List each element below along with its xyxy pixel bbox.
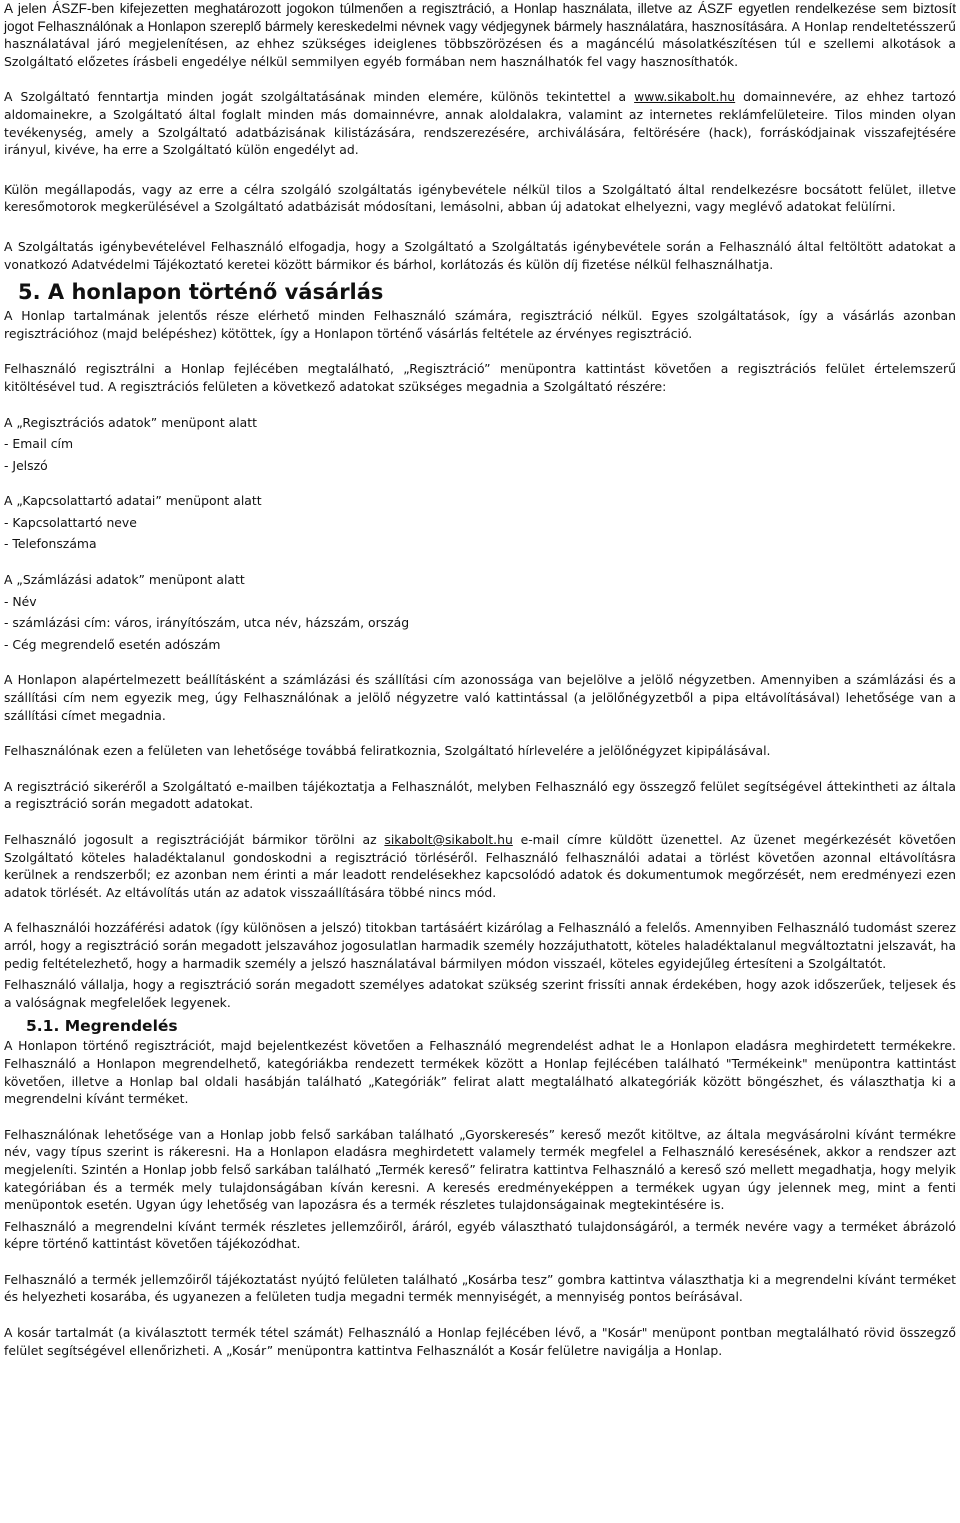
paragraph-registration-delete <box>4 831 956 901</box>
list-title-billing-data: A „Számlázási adatok” menüpont alatt <box>4 572 245 588</box>
paragraph-product-details: Felhasználó a megrendelni kívánt termék részletes jellemzőiről, áráról, egyéb választható tulajdonságáról, a termék nevére vagy a terméket ábrázoló képre történő kattintást követően tájékozódhat. <box>4 1218 956 1252</box>
paragraph-newsletter: Felhasználónak ezen a felületen van lehetősége továbbá feliratkoznia, Szolgáltató hírlevelére a jelölőnégyzet kipipálásával. <box>4 743 771 759</box>
paragraph-trademarks-lead: A jelen ÁSZF-ben kifejezetten meghatározott jogokon túlmenően a regisztráció, a Honlap használata, illetve az ÁSZF egyetlen rendelkezése sem biztosít jogot Felhasználónak a Honlapon szereplő bármely kereskedelmi névnek vagy védjegynek bármely használatára, hasznosítására. <box>4 1 956 34</box>
list-item: - Telefonszáma <box>4 536 97 552</box>
paragraph-password-responsibility: A felhasználói hozzáférési adatok (így különösen a jelszó) titokban tartásáért kizárólag a Felhasználó a felelős. Amennyiben Felhasználó tudomást szerez arról, hogy a regisztráció során megadott jelszavához jogosulatlan harmadik személy hozzájuthatott, köteles haladéktalanul megváltoztatni jelszavát, ha pedig feltételezhető, hogy a harmadik személy a jelszó használatával bármilyen módon visszaél, köteles egyidejűleg értesíteni a Szolgáltatót. <box>4 920 956 971</box>
paragraph-registration-required: A Honlap tartalmának jelentős része elérhető minden Felhasználó számára, regisztráció nélkül. Egyes szolgáltatások, így a vásárlás azonban regisztrációhoz (majd belépéshez) kötöttek, így a Honlapon történő vásárlás feltétele az érvényes regisztráció. <box>4 308 956 341</box>
paragraph-database: Külön megállapodás, vagy az erre a célra szolgáló szolgáltatás igénybevétele nélkül tilos a Szolgáltató által rendelkezésre bocsátott felület, illetve keresőmotorok megkerülésével a Szolgáltató adatbázisát módosítani, lemásolni, abban új adatokat elhelyezni, vagy meglévő adatokat felülírni. <box>4 181 956 215</box>
section-title-purchase: 5. A honlapon történő vásárlás <box>18 280 384 305</box>
list-item: - Jelszó <box>4 457 48 473</box>
paragraph-cart: A kosár tartalmát (a kiválasztott termék tétel számát) Felhasználó a Honlap fejlécében lévő, a "Kosár" menüpont pontban megtalálható rövid összegző felület segítségével ellenőrizheti. A „Kosár” menüpontra kattintva Felhasználót a Kosár felületre navigálja a Honlap. <box>4 1325 956 1358</box>
email-link[interactable]: sikabolt@sikabolt.hu <box>384 832 513 847</box>
paragraph-registration-success: A regisztráció sikeréről a Szolgáltató e-mailben tájékoztatja a Felhasználót, melyben Felhasználó egy összegző felület segítségével áttekintheti az általa a regisztráció során megadott adatokat. <box>4 778 956 812</box>
list-item: - Kapcsolattartó neve <box>4 514 137 530</box>
paragraph-order-browse: A Honlapon történő regisztrációt, majd bejelentkezést követően a Felhasználó megrendelést adhat le a Honlapon eladásra meghirdetett termékekre. Felhasználó a Honlapon megrendelhető, kategóriákba rendezett termékek között a Honlap fejlécében található "Termékeink" menüpontra kattintást követően, illetve a Honlap bal oldali hasábján található „Kategóriák” felirat alatt megtalálható alkategóriák között böngészhet, és választhatja ki a megrendelni kívánt terméket. <box>4 1038 956 1107</box>
list-title-registration-data: A „Regisztrációs adatok” menüpont alatt <box>4 414 257 430</box>
paragraph-data-usage: A Szolgáltatás igénybevételével Felhasználó elfogadja, hogy a Szolgáltató a Szolgáltatás igénybevétele során a Felhasználó által feltöltött adatokat a vonatkozó Adatvédelmi Tájékoztató keretei között bármikor és bárhol, korlátozás és külön díj fizetése nélkül felhasználhatja. <box>4 238 956 272</box>
list-item: - Név <box>4 593 37 609</box>
paragraph-registration-how: Felhasználó regisztrálni a Honlap fejlécében megtalálható, „Regisztráció” menüpontra kattintást követően a regisztrációs felület értelemszerű kitöltésével tud. A regisztrációs felületen a következő adatokat szükséges megadnia a Szolgáltató részére: <box>4 361 956 394</box>
paragraph-delete-text-cont: e-mail címre küldött üzenettel. Az üzenet megérkezését követően Szolgáltató köteles haladéktalanul gondoskodni a regisztráció törléséről. Felhasználó felhasználói adatai a törlést követően azonnal eltávolításra kerülnek a rendszerből; ez azonban nem érinti a már leadott rendelésekhez kapcsolódó adatok és dokumentumok megőrzését, nem eredményezi ezen adatok törlését. Az eltávolítás után az adatok visszaállítására többé nincs mód. <box>4 832 956 900</box>
list-item: - Cég megrendelő esetén adószám <box>4 636 221 652</box>
paragraph-quick-search: Felhasználónak lehetősége van a Honlap jobb felső sarkában található „Gyorskeresés” kereső mezőt kitöltve, az általa megvásárolni kívánt termékre név, vagy típus szerint is rákeresni. Ha a Honlapon eladásra meghirdetett valamely termék megfelel a Felhasználó keresésének, akkor a rendszer azt megjeleníti. Szintén a Honlap jobb felső sarkában található „Termék kereső” feliratra kattintva Felhasználó a kereső szó mellett megadhatja, hogy melyik kategóriában és a termék mely tulajdonságában kíván keresni. A keresés eredményeképpen a termékek ugyan úgy jelennek meg, mint a fenti menüpontok esetén. Ugyan úgy lehetőség van lapozásra és a termék részletes tulajdonságainak megtekintésére is. <box>4 1126 956 1213</box>
paragraph-add-to-cart: Felhasználó a termék jellemzőiről tájékoztatást nyújtó felületen található „Kosárba tesz” gombra kattintva választhatja ki a megrendelni kívánt terméket és helyezheti kosarába, és ugyanezen a felületen tudja megadni termék mennyiségét, a mennyiség pontos beírásával. <box>4 1271 956 1305</box>
paragraph-rights-text: A Szolgáltató fenntartja minden jogát szolgáltatásának minden elemére, különös tekintettel a <box>4 89 635 105</box>
paragraph-rights-text-cont: domainnevére, az ehhez tartozó aldomainekre, a Szolgáltató által foglalt minden más domainnévre, annak aloldalakra, valamint az internetes reklámfelületeire. Tilos minden olyan tevékenység, amely a Szolgáltató adatbázisának kilistázására, rendszerezésére, archiválására, feltörésére (hack), forráskódjainak visszafejtésére irányul, kivéve, ha erre a Szolgáltató külön engedélyt ad. <box>4 89 956 158</box>
list-title-contact-data: A „Kapcsolattartó adatai” menüpont alatt <box>4 493 262 509</box>
paragraph-trademarks <box>4 0 956 70</box>
subsection-title-order: 5.1. Megrendelés <box>26 1017 178 1036</box>
paragraph-billing-shipping: A Honlapon alapértelmezett beállításként a számlázási és szállítási cím azonossága van bejelölve a jelölő négyzetben. Amennyiben a számlázási és a szállítási cím nem egyezik meg, úgy Felhasználónak a jelölő négyzetre való kattintással (a jelölőnégyzetből a pipa eltávolításával) lehetősége van a szállítási címet megadnia. <box>4 672 956 723</box>
list-item: - Email cím <box>4 436 74 452</box>
paragraph-trademarks-rest: A Honlap rendeltetésszerű használatával járó megjelenítésen, az ehhez szükséges ideiglenes többszörözésen és a magáncélú másolatkészítésen túl e szellemi alkotások a Szolgáltató előzetes írásbeli engedélye nélkül semmilyen egyéb formában nem használhatók fel vagy hasznosíthatók. <box>4 18 956 69</box>
list-item: - számlázási cím: város, irányítószám, utca név, házszám, ország <box>4 615 410 631</box>
paragraph-rights-reserved <box>4 88 956 158</box>
paragraph-delete-text: Felhasználó jogosult a regisztrációját bármikor törölni az <box>4 832 385 847</box>
paragraph-data-update: Felhasználó vállalja, hogy a regisztráció során megadott személyes adatokat szükség szerint frissíti annak érdekében, hogy azok időszerűek, teljesek és a valóságnak megfelelőek legyenek. <box>4 977 956 1010</box>
domain-link[interactable]: www.sikabolt.hu <box>634 89 736 105</box>
